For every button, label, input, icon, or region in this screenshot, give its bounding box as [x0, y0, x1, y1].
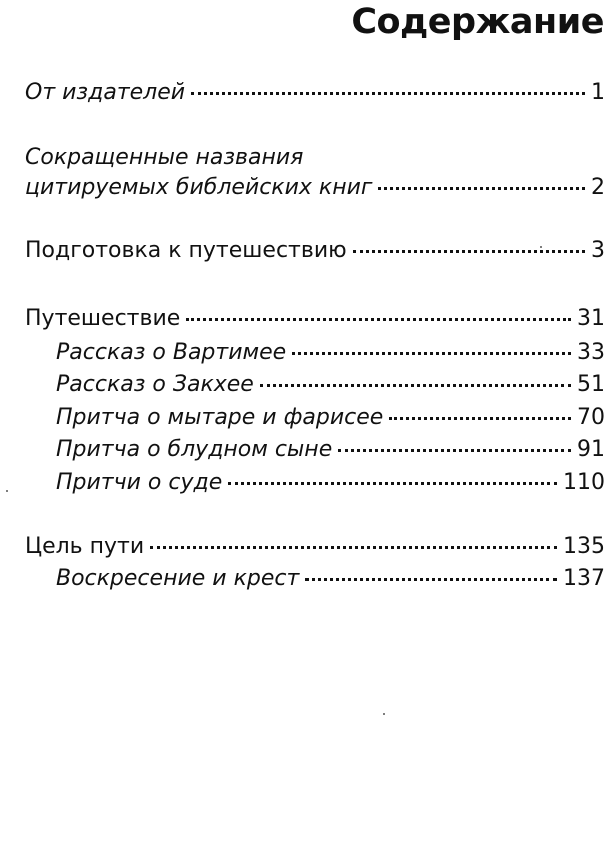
- toc-entry-label: Воскресение и крест: [56, 566, 300, 591]
- toc-entry-preparation[interactable]: [0, 236, 605, 266]
- scan-speck: [383, 713, 385, 715]
- toc-entry-label: От издателей: [25, 80, 186, 105]
- toc-entry-label: Притчи о суде: [56, 470, 223, 495]
- scan-speck: [6, 490, 8, 492]
- dot-leader: [191, 92, 585, 95]
- toc-entry-judgement[interactable]: [0, 468, 605, 498]
- toc-entry-publican-pharisee[interactable]: [0, 403, 605, 433]
- toc-entry-abbreviations-line1: Сокращенные названия: [25, 145, 304, 170]
- toc-page-number: 1: [591, 80, 605, 105]
- toc-entry-label: Цель пути: [25, 534, 145, 559]
- toc-entry-resurrection[interactable]: [0, 564, 605, 594]
- toc-page-number: 3: [591, 238, 605, 263]
- toc-entry-bartimaeus[interactable]: [0, 338, 605, 368]
- toc-page-number: 137: [563, 566, 605, 591]
- toc-entry-publishers[interactable]: [0, 78, 605, 108]
- toc-page-number: 110: [563, 470, 605, 495]
- toc-page-number: 33: [577, 340, 605, 365]
- toc-entry-label: Подготовка к путешествию: [25, 238, 347, 263]
- dot-leader: [378, 187, 585, 190]
- dot-leader: [389, 417, 571, 420]
- dot-leader: [150, 546, 557, 549]
- toc-entry-label: Притча о мытаре и фарисее: [56, 405, 384, 430]
- toc-entry-zacchaeus[interactable]: [0, 370, 605, 400]
- toc-page-number: 31: [577, 306, 605, 331]
- dot-leader: [353, 250, 585, 253]
- toc-entry-abbreviations[interactable]: [0, 173, 605, 203]
- toc-entry-label: цитируемых библейских книг: [25, 175, 373, 200]
- toc-page-number: 51: [577, 372, 605, 397]
- toc-page-number: 2: [591, 175, 605, 200]
- page-title: Содержание: [351, 2, 604, 42]
- toc-entry-journey[interactable]: [0, 304, 605, 334]
- toc-page-number: 70: [577, 405, 605, 430]
- toc-page-number: 91: [577, 437, 605, 462]
- dot-leader: [338, 449, 571, 452]
- dot-leader: [305, 578, 557, 581]
- toc-entry-label: Рассказ о Закхее: [56, 372, 254, 397]
- scan-speck: [540, 246, 542, 248]
- toc-page-number: 135: [563, 534, 605, 559]
- dot-leader: [292, 352, 571, 355]
- dot-leader: [186, 318, 571, 321]
- toc-entry-label: Рассказ о Вартимее: [56, 340, 287, 365]
- toc-entry-label: Путешествие: [25, 306, 181, 331]
- dot-leader: [228, 482, 557, 485]
- toc-entry-goal[interactable]: [0, 532, 605, 562]
- dot-leader: [260, 384, 571, 387]
- toc-entry-prodigal-son[interactable]: [0, 435, 605, 465]
- toc-entry-label: Притча о блудном сыне: [56, 437, 333, 462]
